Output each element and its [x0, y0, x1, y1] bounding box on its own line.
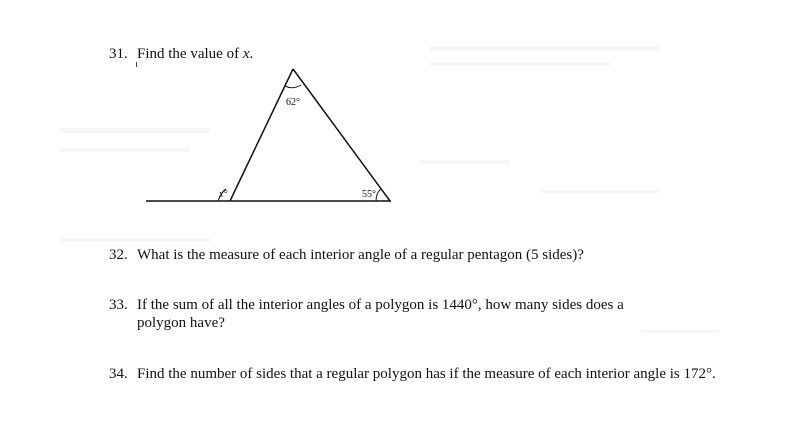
bottom-right-angle-arc: [376, 189, 381, 201]
bleed-through-mark: [430, 62, 610, 66]
question-variable: x: [242, 46, 250, 62]
question-32: [109, 246, 729, 266]
triangle-figure: [140, 62, 400, 212]
top-angle-label: 62°: [286, 97, 300, 108]
question-text: If the sum of all the interior angles of a polygon is 1440°, how many sides does a polygon have?: [137, 297, 624, 331]
stray-pencil-mark: [136, 62, 137, 67]
triangle-right-side: [293, 69, 390, 201]
exterior-angle-label: x°: [219, 189, 228, 200]
question-number: 32.: [109, 247, 128, 263]
question-number: 34.: [109, 366, 128, 382]
triangle-left-side: [230, 69, 293, 201]
question-text: [137, 45, 253, 63]
bleed-through-mark: [540, 190, 660, 193]
question-34: [109, 365, 729, 405]
question-number: 31.: [109, 46, 128, 62]
question-text: Find the number of sides that a regular polygon has if the measure of each interior angle is 172°.: [137, 366, 716, 382]
bleed-through-mark: [420, 160, 510, 164]
question-text: What is the measure of each interior angle of a regular pentagon (5 sides)?: [137, 247, 584, 263]
question-text-end: .: [249, 46, 254, 62]
bleed-through-mark: [430, 46, 660, 51]
question-33: [109, 296, 669, 336]
top-angle-arc: [285, 85, 301, 88]
bleed-through-mark: [60, 238, 210, 242]
bottom-right-angle-label: 55°: [362, 189, 376, 200]
question-number: 33.: [109, 297, 128, 313]
question-text-lead: Find the value of: [137, 46, 243, 62]
